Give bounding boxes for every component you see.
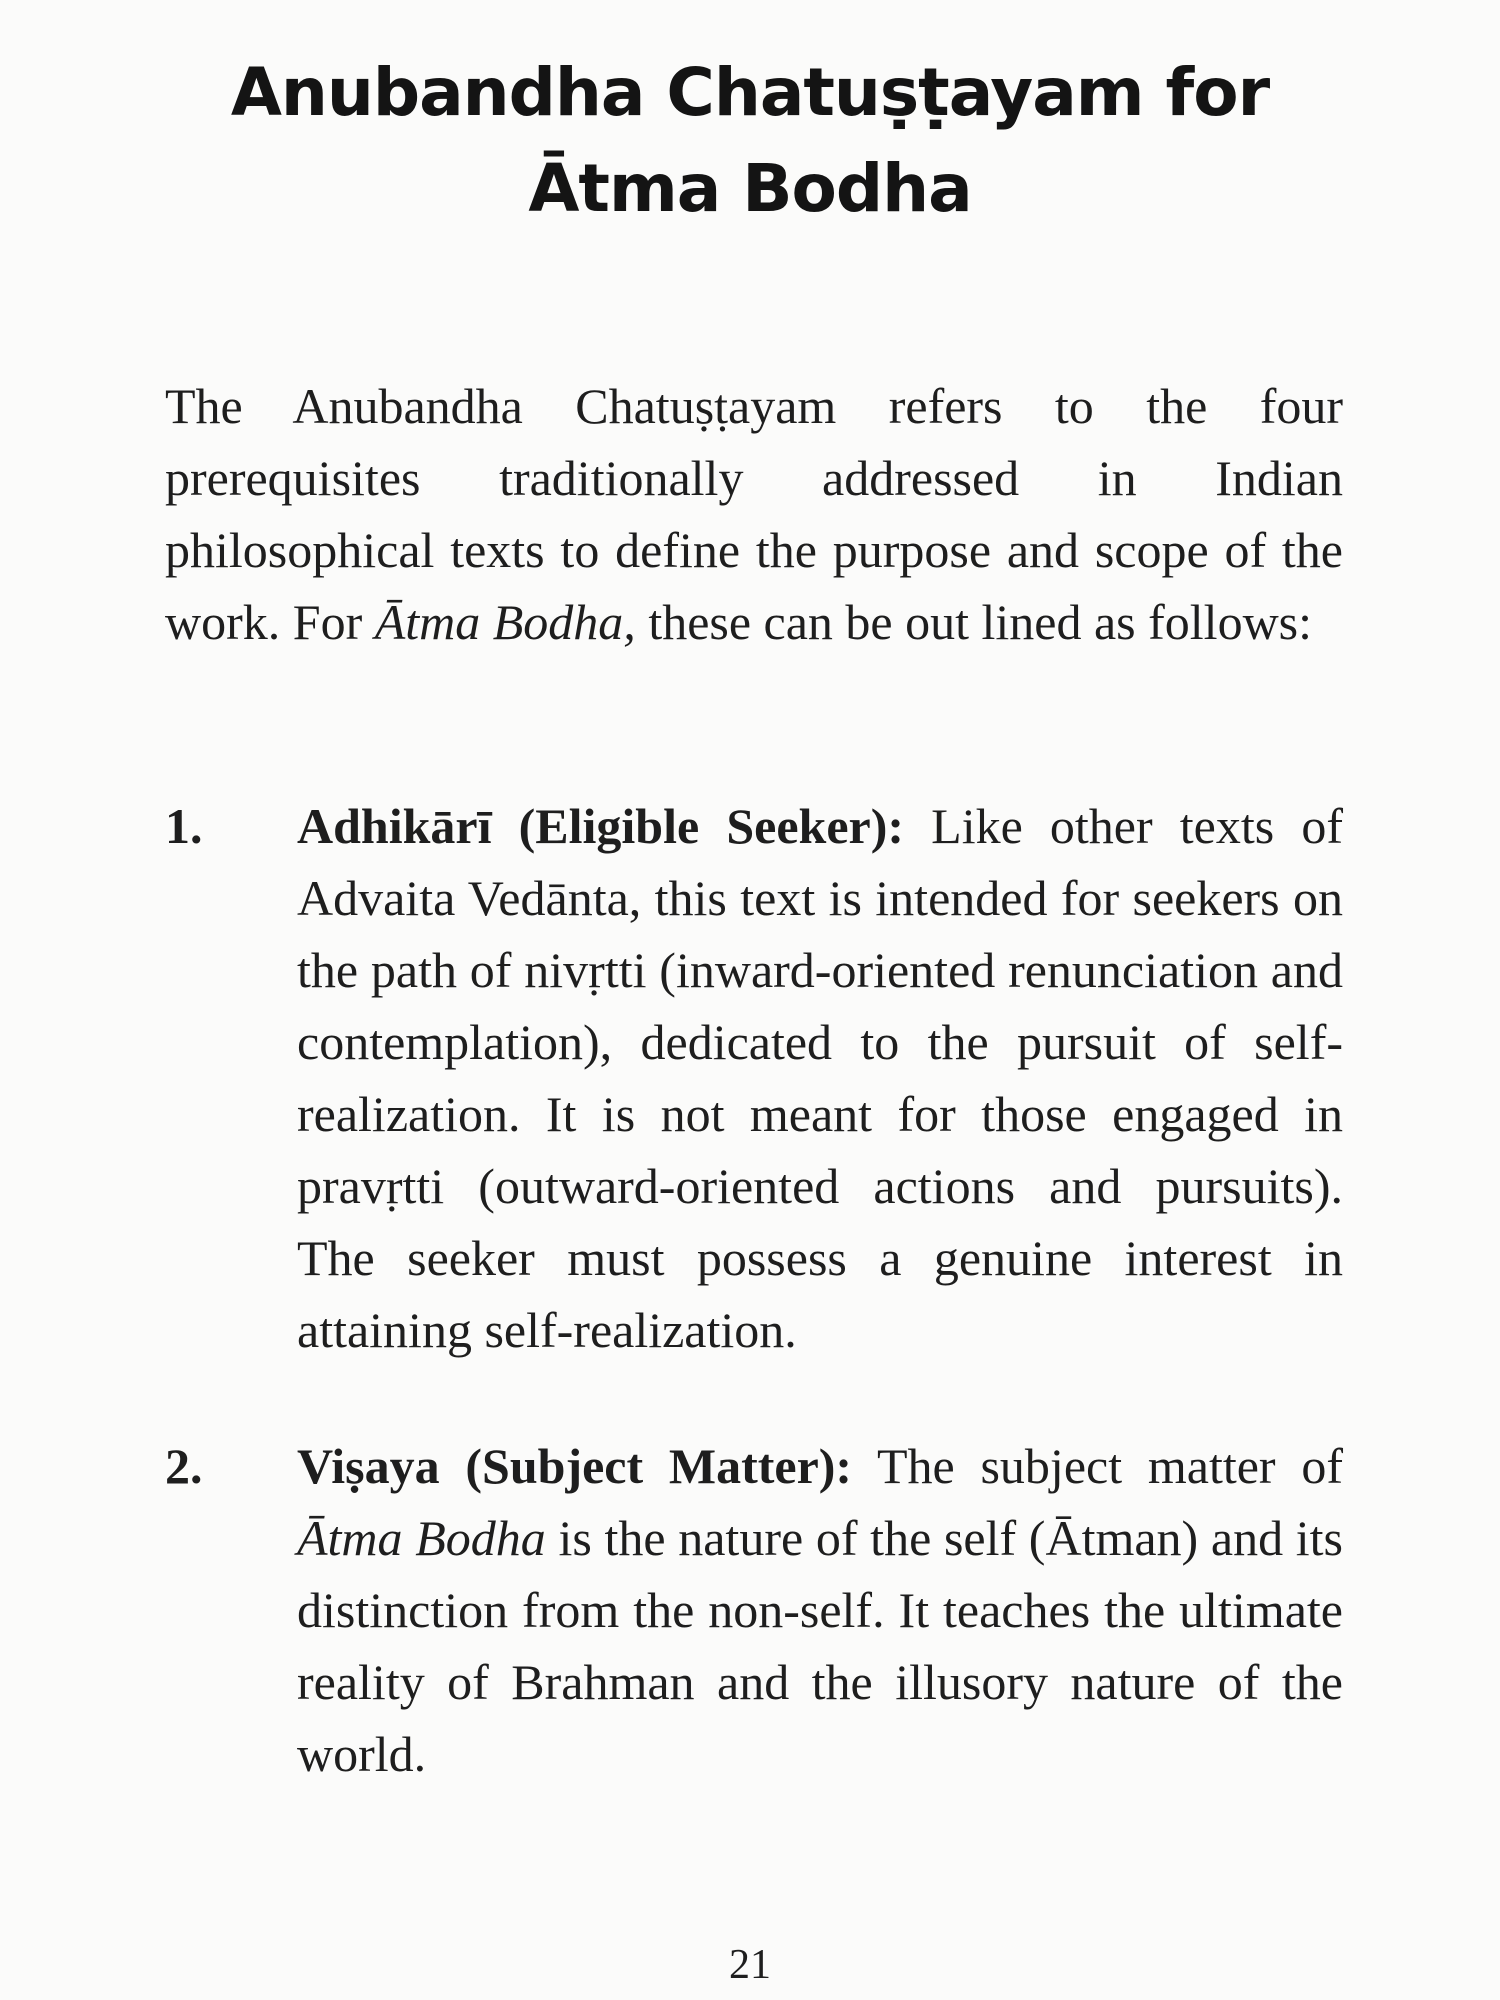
list-item-italic-title: Ātma Bodha <box>297 1510 546 1566</box>
list-item-body <box>297 1430 1343 1790</box>
chapter-title-line-1: Anubandha Chatuṣṭayam for <box>230 54 1270 131</box>
list-item-text: Like other texts of Advaita Vedānta, this text is intended for seekers on the path of nivṛtti (inward-oriented renunciation and contemplation), dedicated to the pursuit of self-realization. It is not meant for those engaged in pravṛtti (outward-oriented actions and pursuits). The seeker must possess a genuine interest in attaining self-realization. <box>297 798 1343 1358</box>
list-item-text-start: The subject matter of <box>852 1438 1343 1494</box>
list-item-text-end: is the nature of the self (Ātman) and its distinction from the non-self. It teaches the ultimate reality of Brahman and the illusory nature of the world. <box>297 1510 1343 1782</box>
page-number: 21 <box>729 1942 771 1988</box>
intro-text-start: The Anubandha Chatuṣṭayam refers to the four prerequisites traditionally addressed in Indian philosophical texts to define the purpose and scope of the work. For <box>165 378 1343 650</box>
list-item-term: Adhikārī (Eligible Seeker): <box>297 798 905 854</box>
list-item-term: Viṣaya (Subject Matter): <box>297 1438 853 1494</box>
list-item-body <box>297 790 1343 1366</box>
list-item-number: 2. <box>165 1438 203 1494</box>
intro-text-end: these can be out lined as follows: <box>635 594 1313 650</box>
intro-paragraph <box>165 370 1343 658</box>
intro-italic-title: Ātma Bodha, <box>374 594 636 650</box>
chapter-title-line-2: Ātma Bodha <box>528 150 972 227</box>
list-item-number: 1. <box>165 798 203 854</box>
